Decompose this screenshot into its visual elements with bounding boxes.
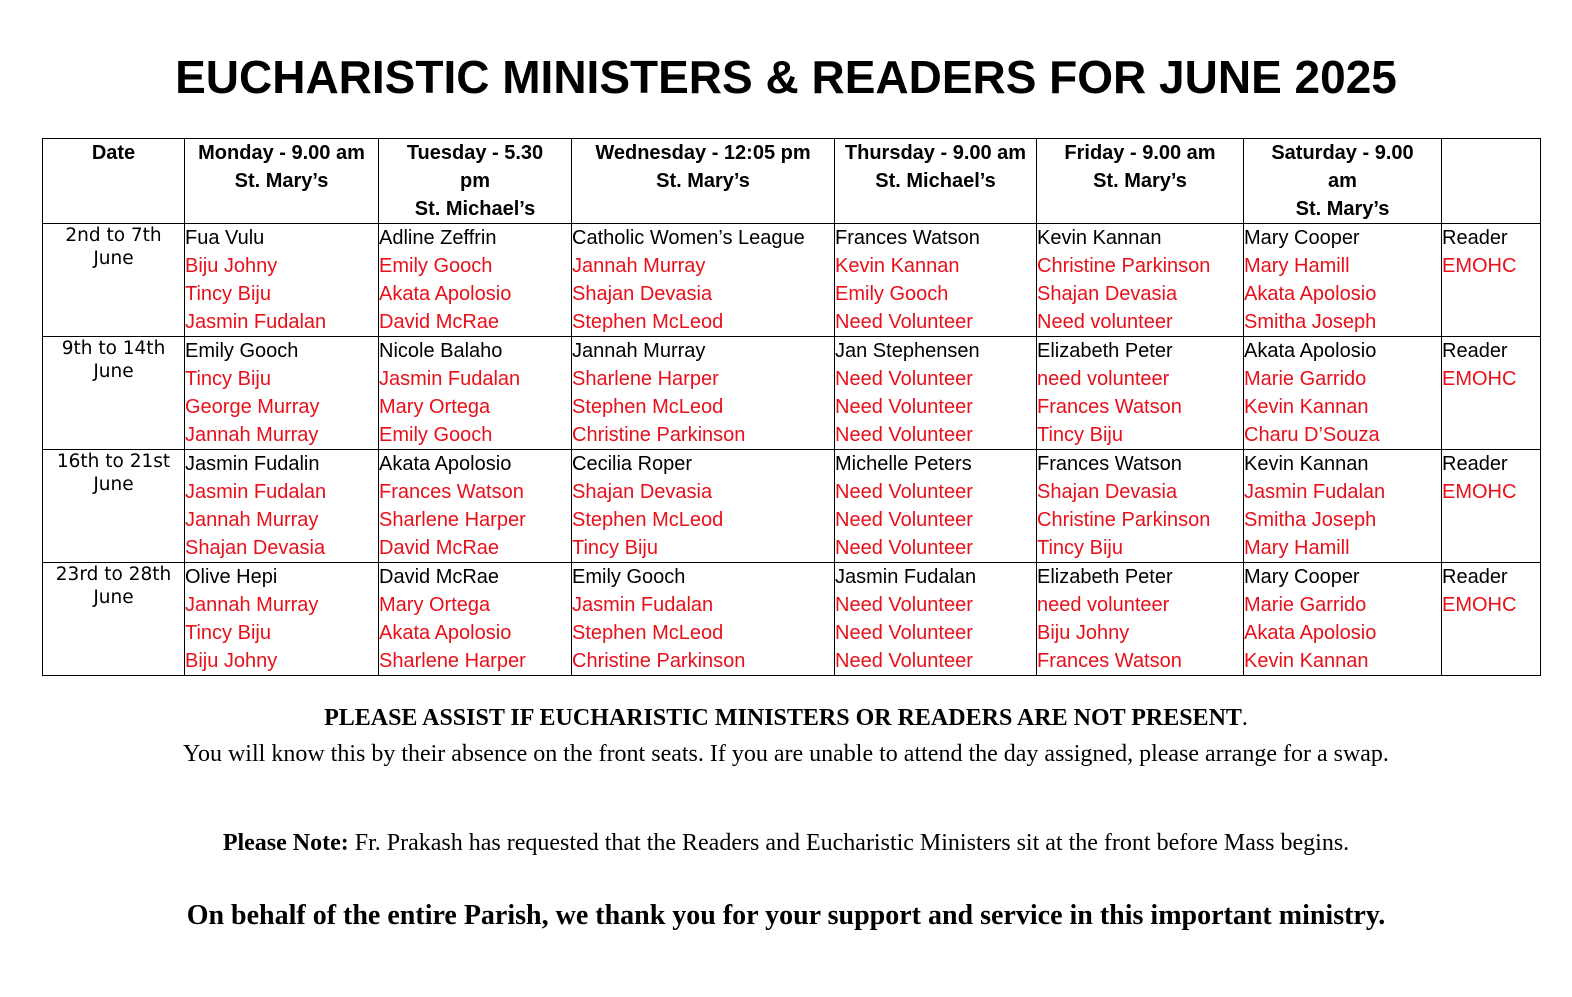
- emohc-name: Shajan Devasia: [1037, 481, 1178, 503]
- header-line: Thursday - 9.00 am: [844, 142, 1027, 164]
- emohc-name: Need Volunteer: [835, 424, 973, 446]
- emohc-name: Frances Watson: [379, 481, 524, 503]
- emohc-name: Need Volunteer: [835, 622, 973, 644]
- date-text: June: [93, 474, 134, 495]
- role-reader-label: Reader: [1442, 340, 1508, 362]
- thursday-cell: [835, 450, 1037, 563]
- emohc-name: Need Volunteer: [835, 368, 973, 390]
- emohc-name: Jannah Murray: [185, 424, 319, 446]
- emohc-name: Shajan Devasia: [572, 481, 713, 503]
- reader-name: Emily Gooch: [185, 340, 299, 362]
- date-cell: [43, 450, 185, 563]
- emohc-name: Jannah Murray: [185, 509, 319, 531]
- header-friday: [1037, 139, 1244, 224]
- note-label: Please Note:: [222, 830, 349, 856]
- emohc-name: Need volunteer: [1037, 311, 1173, 333]
- reader-name: Akata Apolosio: [379, 453, 512, 475]
- date-text: June: [93, 587, 134, 608]
- emohc-name: Need Volunteer: [835, 481, 973, 503]
- emohc-name: Emily Gooch: [379, 255, 493, 277]
- monday-cell: [185, 337, 379, 450]
- wednesday-cell: [572, 450, 835, 563]
- header-line: Wednesday - 12:05 pm: [595, 142, 811, 164]
- emohc-name: Stephen McLeod: [572, 396, 724, 418]
- emohc-name: Tincy Biju: [185, 283, 271, 305]
- emohc-name: Stephen McLeod: [572, 311, 724, 333]
- emohc-name: Shajan Devasia: [572, 283, 713, 305]
- emohc-name: Need Volunteer: [835, 311, 973, 333]
- header-line: [572, 195, 834, 223]
- header-line: [43, 167, 184, 195]
- reader-name: Nicole Balaho: [379, 340, 503, 362]
- roster-table: [42, 138, 1541, 676]
- emohc-name: Tincy Biju: [1037, 424, 1123, 446]
- saturday-cell: [1244, 224, 1442, 337]
- reader-name: Adline Zeffrin: [379, 227, 497, 249]
- header-line: [1442, 167, 1540, 195]
- emohc-name: Kevin Kannan: [1244, 650, 1369, 672]
- emohc-name: Frances Watson: [1037, 396, 1182, 418]
- emohc-name: David McRae: [379, 537, 500, 559]
- header-line: [1037, 195, 1243, 223]
- header-line: [1442, 195, 1540, 223]
- page-title: EUCHARISTIC MINISTERS & READERS FOR JUNE 2025: [175, 51, 1397, 103]
- tuesday-cell: [379, 337, 572, 450]
- emohc-name: Smitha Joseph: [1244, 311, 1377, 333]
- reader-name: Frances Watson: [835, 227, 980, 249]
- emohc-name: Christine Parkinson: [1037, 509, 1211, 531]
- emohc-name: Marie Garrido: [1244, 594, 1367, 616]
- table-row: [43, 450, 1541, 563]
- thursday-cell: [835, 224, 1037, 337]
- reader-name: Kevin Kannan: [1244, 453, 1369, 475]
- emohc-name: Christine Parkinson: [1037, 255, 1211, 277]
- emohc-name: George Murray: [185, 396, 320, 418]
- emohc-name: Christine Parkinson: [572, 650, 746, 672]
- monday-cell: [185, 563, 379, 676]
- emohc-name: Shajan Devasia: [1037, 283, 1178, 305]
- monday-cell: [185, 450, 379, 563]
- header-line: Monday - 9.00 am: [198, 142, 365, 164]
- emohc-name: Biju Johny: [185, 255, 278, 277]
- emohc-name: Akata Apolosio: [1244, 283, 1377, 305]
- emohc-name: Charu D’Souza: [1244, 424, 1380, 446]
- reader-name: Catholic Women’s League: [572, 227, 805, 249]
- thursday-cell: [835, 563, 1037, 676]
- role-cell: [1442, 337, 1541, 450]
- role-reader-label: Reader: [1442, 453, 1508, 475]
- header-line: St. Michael’s: [414, 198, 536, 220]
- reader-name: Emily Gooch: [572, 566, 686, 588]
- header-line: St. Mary’s: [1295, 198, 1390, 220]
- reader-name: Elizabeth Peter: [1037, 340, 1173, 362]
- emohc-name: Jannah Murray: [185, 594, 319, 616]
- emohc-name: Frances Watson: [1037, 650, 1182, 672]
- friday-cell: [1037, 563, 1244, 676]
- emohc-name: Akata Apolosio: [379, 622, 512, 644]
- note-text: Fr. Prakash has requested that the Readers and Eucharistic Ministers sit at the front before Mass begins.: [348, 830, 1350, 856]
- table-row: [43, 337, 1541, 450]
- emohc-name: Need Volunteer: [835, 650, 973, 672]
- saturday-cell: [1244, 337, 1442, 450]
- reader-name: Kevin Kannan: [1037, 227, 1162, 249]
- saturday-cell: [1244, 450, 1442, 563]
- emohc-name: need volunteer: [1037, 594, 1170, 616]
- emohc-name: Need Volunteer: [835, 537, 973, 559]
- emohc-name: Jannah Murray: [572, 255, 706, 277]
- emohc-name: Stephen McLeod: [572, 509, 724, 531]
- date-text: 16th to 21st: [56, 451, 171, 472]
- emohc-name: Emily Gooch: [835, 283, 949, 305]
- friday-cell: [1037, 337, 1244, 450]
- date-cell: [43, 337, 185, 450]
- emohc-name: Need Volunteer: [835, 396, 973, 418]
- date-cell: [43, 224, 185, 337]
- reader-name: Fua Vulu: [185, 227, 265, 249]
- header-thursday: [835, 139, 1037, 224]
- wednesday-cell: [572, 563, 835, 676]
- header-row: [43, 139, 1541, 224]
- emohc-name: Mary Ortega: [379, 396, 491, 418]
- header-line: St. Michael’s: [875, 170, 996, 192]
- date-text: June: [93, 361, 134, 382]
- reader-name: Mary Cooper: [1244, 227, 1360, 249]
- emohc-name: Tincy Biju: [185, 622, 271, 644]
- emohc-name: Jasmin Fudalan: [185, 481, 327, 503]
- header-tuesday: [379, 139, 572, 224]
- header-monday: [185, 139, 379, 224]
- emohc-name: Akata Apolosio: [1244, 622, 1377, 644]
- role-cell: [1442, 224, 1541, 337]
- header-line: pm: [460, 170, 490, 192]
- table-row: [43, 224, 1541, 337]
- thanks-message: On behalf of the entire Parish, we thank you for your support and service in this important ministry.: [186, 900, 1386, 931]
- header-line: St. Mary’s: [1093, 170, 1187, 192]
- tuesday-cell: [379, 563, 572, 676]
- friday-cell: [1037, 224, 1244, 337]
- reader-name: David McRae: [379, 566, 500, 588]
- emohc-name: Sharlene Harper: [379, 509, 526, 531]
- assist-text: You will know this by their absence on the front seats. If you are unable to attend the day assigned, please arrange for a swap.: [183, 741, 1389, 767]
- emohc-name: Tincy Biju: [572, 537, 658, 559]
- header-wednesday: [572, 139, 835, 224]
- friday-cell: [1037, 450, 1244, 563]
- role-cell: [1442, 450, 1541, 563]
- reader-name: Akata Apolosio: [1244, 340, 1377, 362]
- emohc-name: Sharlene Harper: [572, 368, 719, 390]
- header-line: [43, 195, 184, 223]
- emohc-name: Emily Gooch: [379, 424, 493, 446]
- emohc-name: Jasmin Fudalan: [379, 368, 521, 390]
- emohc-name: Smitha Joseph: [1244, 509, 1377, 531]
- header-line: Saturday - 9.00: [1271, 142, 1414, 164]
- emohc-name: Sharlene Harper: [379, 650, 526, 672]
- role-reader-label: Reader: [1442, 227, 1508, 249]
- emohc-name: Tincy Biju: [1037, 537, 1123, 559]
- header-line: [835, 195, 1036, 223]
- header-line: St. Mary’s: [234, 170, 329, 192]
- date-text: 9th to 14th: [61, 338, 166, 359]
- header-line: St. Mary’s: [656, 170, 750, 192]
- wednesday-cell: [572, 224, 835, 337]
- header-line: am: [1328, 170, 1357, 192]
- header-saturday: [1244, 139, 1442, 224]
- role-reader-label: Reader: [1442, 566, 1508, 588]
- date-text: June: [93, 248, 134, 269]
- emohc-name: Biju Johny: [1037, 622, 1130, 644]
- emohc-name: Kevin Kannan: [1244, 396, 1369, 418]
- reader-name: Jasmin Fudalan: [835, 566, 977, 588]
- header-line: [185, 195, 378, 223]
- reader-name: Michelle Peters: [835, 453, 972, 475]
- emohc-name: Tincy Biju: [185, 368, 271, 390]
- header-line: [1442, 139, 1540, 167]
- emohc-name: Christine Parkinson: [572, 424, 746, 446]
- monday-cell: [185, 224, 379, 337]
- reader-name: Mary Cooper: [1244, 566, 1360, 588]
- emohc-name: Mary Hamill: [1244, 255, 1350, 277]
- tuesday-cell: [379, 450, 572, 563]
- header-line: Tuesday - 5.30: [406, 142, 544, 164]
- note-paragraph: [0, 830, 1572, 857]
- role-emohc-label: EMOHC: [1442, 481, 1517, 503]
- tuesday-cell: [379, 224, 572, 337]
- reader-name: Cecilia Roper: [572, 453, 693, 475]
- reader-name: Jasmin Fudalin: [185, 453, 320, 475]
- header-date: [43, 139, 185, 224]
- role-emohc-label: EMOHC: [1442, 368, 1517, 390]
- emohc-name: Mary Hamill: [1244, 537, 1350, 559]
- emohc-name: Need Volunteer: [835, 509, 973, 531]
- table-row: [43, 563, 1541, 676]
- emohc-name: Jasmin Fudalan: [572, 594, 714, 616]
- emohc-name: Biju Johny: [185, 650, 278, 672]
- thursday-cell: [835, 337, 1037, 450]
- emohc-name: Akata Apolosio: [379, 283, 512, 305]
- emohc-name: Jasmin Fudalan: [185, 311, 327, 333]
- reader-name: Jannah Murray: [572, 340, 706, 362]
- reader-name: Jan Stephensen: [835, 340, 980, 362]
- header-line: Friday - 9.00 am: [1064, 142, 1216, 164]
- emohc-name: Need Volunteer: [835, 594, 973, 616]
- saturday-cell: [1244, 563, 1442, 676]
- reader-name: Frances Watson: [1037, 453, 1182, 475]
- role-cell: [1442, 563, 1541, 676]
- assist-heading: [0, 705, 1572, 732]
- date-text: 2nd to 7th: [65, 225, 162, 246]
- emohc-name: David McRae: [379, 311, 500, 333]
- reader-name: Elizabeth Peter: [1037, 566, 1173, 588]
- emohc-name: Kevin Kannan: [835, 255, 960, 277]
- date-cell: [43, 563, 185, 676]
- roster-body: [43, 224, 1541, 676]
- assist-heading-period: .: [1241, 705, 1248, 731]
- role-emohc-label: EMOHC: [1442, 255, 1517, 277]
- emohc-name: Marie Garrido: [1244, 368, 1367, 390]
- emohc-name: Stephen McLeod: [572, 622, 724, 644]
- emohc-name: need volunteer: [1037, 368, 1170, 390]
- emohc-name: Mary Ortega: [379, 594, 491, 616]
- header-line: Date: [91, 142, 136, 164]
- emohc-name: Jasmin Fudalan: [1244, 481, 1386, 503]
- wednesday-cell: [572, 337, 835, 450]
- reader-name: Olive Hepi: [185, 566, 278, 588]
- header-role: [1442, 139, 1541, 224]
- assist-heading-text: PLEASE ASSIST IF EUCHARISTIC MINISTERS OR READERS ARE NOT PRESENT: [324, 705, 1242, 731]
- role-emohc-label: EMOHC: [1442, 594, 1517, 616]
- date-text: 23rd to 28th: [55, 564, 172, 585]
- emohc-name: Shajan Devasia: [185, 537, 326, 559]
